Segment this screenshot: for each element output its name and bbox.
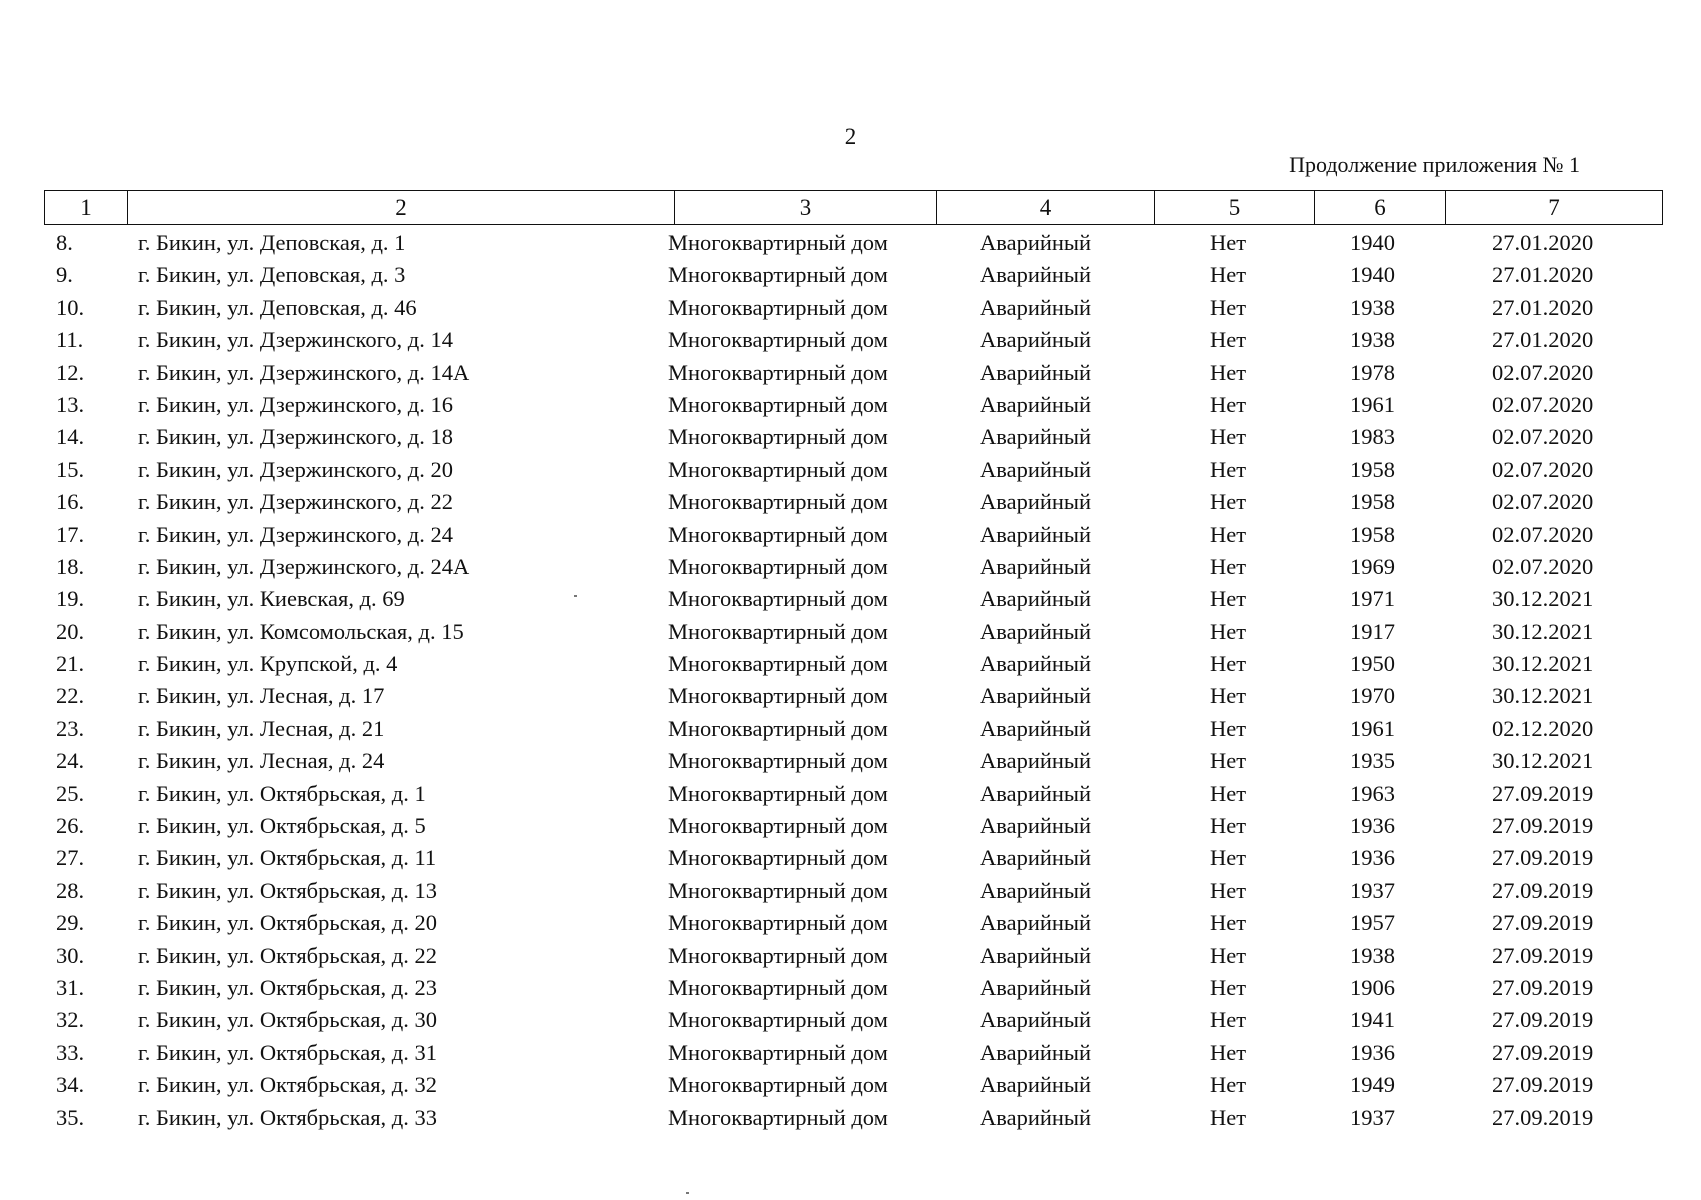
row-year: 1963 [1350, 780, 1395, 806]
row-status: Аварийный [980, 230, 1092, 255]
row-building-type: Многоквартирный дом [668, 294, 888, 320]
row-address: г. Бикин, ул. Октябрьская, д. 22 [138, 942, 437, 968]
row-year: 1937 [1350, 1104, 1395, 1130]
row-status: Аварийный [980, 877, 1092, 903]
row-flag: Нет [1210, 1039, 1247, 1065]
row-flag: Нет [1210, 1007, 1247, 1033]
row-date: 02.07.2020 [1492, 391, 1594, 417]
row-flag: Нет [1210, 294, 1247, 320]
row-address: г. Бикин, ул. Дзержинского, д. 18 [138, 424, 453, 450]
row-number: 11. [56, 327, 84, 353]
row-date: 02.07.2020 [1492, 456, 1594, 482]
row-address: г. Бикин, ул. Дзержинского, д. 24А [138, 553, 470, 579]
row-number: 16. [56, 489, 85, 515]
row-date: 27.09.2019 [1492, 910, 1594, 936]
row-number: 26. [56, 813, 85, 839]
row-flag: Нет [1210, 845, 1247, 871]
row-flag: Нет [1210, 327, 1247, 353]
header-cell-1: 1 [45, 191, 128, 225]
row-year: 1950 [1350, 651, 1395, 677]
row-building-type: Многоквартирный дом [668, 780, 888, 806]
row-building-type: Многоквартирный дом [668, 586, 888, 612]
row-building-type: Многоквартирный дом [668, 748, 888, 774]
row-number: 19. [56, 586, 85, 612]
row-address: г. Бикин, ул. Октябрьская, д. 23 [138, 974, 437, 1000]
row-address: г. Бикин, ул. Дзержинского, д. 14А [138, 359, 470, 385]
row-date: 02.07.2020 [1492, 424, 1594, 450]
row-number: 35. [56, 1104, 85, 1130]
row-date: 27.09.2019 [1492, 942, 1594, 968]
row-number: 20. [56, 618, 85, 644]
row-address: г. Бикин, ул. Крупской, д. 4 [138, 651, 398, 677]
row-year: 1936 [1350, 1039, 1395, 1065]
row-flag: Нет [1210, 553, 1247, 579]
table-row [0, 358, 1701, 390]
table-row [0, 746, 1701, 778]
table-row [0, 455, 1701, 487]
table-row [0, 1005, 1701, 1037]
table-row [0, 941, 1701, 973]
header-cell-5: 5 [1155, 191, 1315, 225]
table-row [0, 843, 1701, 875]
row-year: 1971 [1350, 586, 1395, 612]
row-address: г. Бикин, ул. Дзержинского, д. 24 [138, 521, 453, 547]
row-building-type: Многоквартирный дом [668, 327, 888, 353]
row-year: 1938 [1350, 294, 1395, 320]
row-year: 1961 [1350, 391, 1395, 417]
row-date: 30.12.2021 [1492, 651, 1594, 677]
row-address: г. Бикин, ул. Октябрьская, д. 11 [138, 845, 437, 871]
row-date: 30.12.2021 [1492, 683, 1594, 709]
row-building-type: Многоквартирный дом [668, 910, 888, 936]
row-date: 02.07.2020 [1492, 489, 1594, 515]
row-year: 1938 [1350, 942, 1395, 968]
row-address: г. Бикин, ул. Деповская, д. 1 [138, 230, 406, 255]
row-flag: Нет [1210, 489, 1247, 515]
row-status: Аварийный [980, 262, 1092, 288]
row-year: 1957 [1350, 910, 1395, 936]
row-address: г. Бикин, ул. Октябрьская, д. 32 [138, 1072, 437, 1098]
row-address: г. Бикин, ул. Октябрьская, д. 33 [138, 1104, 437, 1130]
row-building-type: Многоквартирный дом [668, 1104, 888, 1130]
row-building-type: Многоквартирный дом [668, 845, 888, 871]
row-date: 02.12.2020 [1492, 715, 1594, 741]
row-status: Аварийный [980, 974, 1092, 1000]
row-year: 1969 [1350, 553, 1395, 579]
row-year: 1938 [1350, 327, 1395, 353]
table-row [0, 520, 1701, 552]
row-date: 27.09.2019 [1492, 877, 1594, 903]
table-row [0, 293, 1701, 325]
row-address: г. Бикин, ул. Октябрьская, д. 30 [138, 1007, 437, 1033]
row-building-type: Многоквартирный дом [668, 974, 888, 1000]
row-building-type: Многоквартирный дом [668, 456, 888, 482]
row-status: Аварийный [980, 294, 1092, 320]
row-building-type: Многоквартирный дом [668, 1007, 888, 1033]
row-address: г. Бикин, ул. Октябрьская, д. 31 [138, 1039, 437, 1065]
table-row [0, 617, 1701, 649]
row-address: г. Бикин, ул. Дзержинского, д. 20 [138, 456, 453, 482]
header-cell-4: 4 [937, 191, 1155, 225]
row-building-type: Многоквартирный дом [668, 230, 888, 255]
row-building-type: Многоквартирный дом [668, 1039, 888, 1065]
row-flag: Нет [1210, 359, 1247, 385]
table-row [0, 552, 1701, 584]
scan-speck [574, 595, 577, 597]
table-row [0, 681, 1701, 713]
row-flag: Нет [1210, 715, 1247, 741]
table-row [0, 876, 1701, 908]
row-status: Аварийный [980, 651, 1092, 677]
row-flag: Нет [1210, 877, 1247, 903]
row-number: 28. [56, 877, 85, 903]
row-address: г. Бикин, ул. Октябрьская, д. 20 [138, 910, 437, 936]
row-flag: Нет [1210, 262, 1247, 288]
row-status: Аварийный [980, 942, 1092, 968]
row-year: 1940 [1350, 262, 1395, 288]
row-status: Аварийный [980, 553, 1092, 579]
row-status: Аварийный [980, 327, 1092, 353]
row-year: 1937 [1350, 877, 1395, 903]
row-address: г. Бикин, ул. Деповская, д. 3 [138, 262, 406, 288]
row-year: 1940 [1350, 230, 1395, 255]
table-row [0, 422, 1701, 454]
table-row [0, 811, 1701, 843]
row-date: 27.09.2019 [1492, 1104, 1594, 1130]
row-address: г. Бикин, ул. Дзержинского, д. 16 [138, 391, 453, 417]
row-number: 33. [56, 1039, 85, 1065]
row-number: 25. [56, 780, 85, 806]
row-status: Аварийный [980, 683, 1092, 709]
row-status: Аварийный [980, 1039, 1092, 1065]
row-year: 1961 [1350, 715, 1395, 741]
row-status: Аварийный [980, 715, 1092, 741]
row-number: 12. [56, 359, 85, 385]
row-status: Аварийный [980, 1072, 1092, 1098]
row-year: 1983 [1350, 424, 1395, 450]
row-year: 1958 [1350, 521, 1395, 547]
row-status: Аварийный [980, 391, 1092, 417]
row-address: г. Бикин, ул. Лесная, д. 17 [138, 683, 385, 709]
row-date: 27.09.2019 [1492, 974, 1594, 1000]
row-building-type: Многоквартирный дом [668, 715, 888, 741]
row-number: 23. [56, 715, 85, 741]
row-building-type: Многоквартирный дом [668, 391, 888, 417]
row-number: 34. [56, 1072, 85, 1098]
row-date: 27.01.2020 [1492, 294, 1594, 320]
row-number: 8. [56, 230, 73, 255]
row-date: 30.12.2021 [1492, 618, 1594, 644]
row-year: 1941 [1350, 1007, 1395, 1033]
row-flag: Нет [1210, 748, 1247, 774]
row-address: г. Бикин, ул. Лесная, д. 21 [138, 715, 385, 741]
row-year: 1958 [1350, 489, 1395, 515]
row-building-type: Многоквартирный дом [668, 521, 888, 547]
header-cell-6: 6 [1315, 191, 1446, 225]
table-row [0, 908, 1701, 940]
table-row [0, 325, 1701, 357]
row-flag: Нет [1210, 974, 1247, 1000]
row-flag: Нет [1210, 230, 1247, 255]
row-building-type: Многоквартирный дом [668, 942, 888, 968]
row-status: Аварийный [980, 489, 1092, 515]
row-year: 1970 [1350, 683, 1395, 709]
table-row [0, 584, 1701, 616]
row-building-type: Многоквартирный дом [668, 683, 888, 709]
row-status: Аварийный [980, 845, 1092, 871]
row-building-type: Многоквартирный дом [668, 424, 888, 450]
header-cell-2: 2 [128, 191, 675, 225]
row-number: 30. [56, 942, 85, 968]
table-row [0, 1038, 1701, 1070]
row-status: Аварийный [980, 424, 1092, 450]
table-row [0, 649, 1701, 681]
row-building-type: Многоквартирный дом [668, 1072, 888, 1098]
table-row [0, 260, 1701, 292]
page-number: 2 [844, 124, 857, 149]
row-status: Аварийный [980, 359, 1092, 385]
row-flag: Нет [1210, 651, 1247, 677]
table-row [0, 779, 1701, 811]
row-building-type: Многоквартирный дом [668, 262, 888, 288]
row-flag: Нет [1210, 942, 1247, 968]
row-building-type: Многоквартирный дом [668, 489, 888, 515]
row-number: 31. [56, 974, 85, 1000]
row-date: 27.01.2020 [1492, 327, 1594, 353]
row-status: Аварийный [980, 586, 1092, 612]
row-address: г. Бикин, ул. Киевская, д. 69 [138, 586, 405, 612]
row-number: 21. [56, 651, 85, 677]
row-address: г. Бикин, ул. Комсомольская, д. 15 [138, 618, 464, 644]
row-status: Аварийный [980, 748, 1092, 774]
row-flag: Нет [1210, 586, 1247, 612]
row-date: 27.09.2019 [1492, 813, 1594, 839]
row-number: 10. [56, 294, 85, 320]
table-row [0, 487, 1701, 519]
row-status: Аварийный [980, 456, 1092, 482]
row-address: г. Бикин, ул. Октябрьская, д. 1 [138, 780, 426, 806]
header-cell-3: 3 [675, 191, 937, 225]
row-flag: Нет [1210, 1104, 1247, 1130]
row-building-type: Многоквартирный дом [668, 553, 888, 579]
row-year: 1917 [1350, 618, 1395, 644]
row-number: 24. [56, 748, 85, 774]
building-list [0, 228, 1701, 1135]
row-address: г. Бикин, ул. Лесная, д. 24 [138, 748, 385, 774]
row-flag: Нет [1210, 456, 1247, 482]
row-number: 13. [56, 391, 85, 417]
row-flag: Нет [1210, 1072, 1247, 1098]
row-flag: Нет [1210, 910, 1247, 936]
row-number: 27. [56, 845, 85, 871]
row-date: 30.12.2021 [1492, 748, 1594, 774]
row-year: 1978 [1350, 359, 1395, 385]
row-year: 1958 [1350, 456, 1395, 482]
row-flag: Нет [1210, 424, 1247, 450]
row-address: г. Бикин, ул. Октябрьская, д. 5 [138, 813, 426, 839]
row-date: 27.01.2020 [1492, 262, 1594, 288]
row-date: 27.09.2019 [1492, 845, 1594, 871]
row-number: 22. [56, 683, 85, 709]
row-year: 1935 [1350, 748, 1395, 774]
row-status: Аварийный [980, 1104, 1092, 1130]
row-date: 27.09.2019 [1492, 780, 1594, 806]
header-cell-7: 7 [1446, 191, 1663, 225]
row-number: 15. [56, 456, 85, 482]
row-year: 1949 [1350, 1072, 1395, 1098]
table-row [0, 390, 1701, 422]
row-number: 18. [56, 553, 85, 579]
row-year: 1906 [1350, 974, 1395, 1000]
row-status: Аварийный [980, 521, 1092, 547]
row-flag: Нет [1210, 780, 1247, 806]
row-flag: Нет [1210, 521, 1247, 547]
row-flag: Нет [1210, 813, 1247, 839]
row-date: 02.07.2020 [1492, 359, 1594, 385]
row-date: 30.12.2021 [1492, 586, 1594, 612]
table-row [0, 1103, 1701, 1135]
row-date: 27.09.2019 [1492, 1072, 1594, 1098]
row-status: Аварийный [980, 618, 1092, 644]
row-date: 27.01.2020 [1492, 230, 1594, 255]
header-row [45, 191, 1663, 225]
row-status: Аварийный [980, 780, 1092, 806]
row-building-type: Многоквартирный дом [668, 877, 888, 903]
row-building-type: Многоквартирный дом [668, 359, 888, 385]
continuation-label: Продолжение приложения № 1 [1289, 152, 1580, 177]
row-address: г. Бикин, ул. Октябрьская, д. 13 [138, 877, 437, 903]
row-building-type: Многоквартирный дом [668, 813, 888, 839]
row-year: 1936 [1350, 845, 1395, 871]
row-flag: Нет [1210, 618, 1247, 644]
table-row [0, 714, 1701, 746]
row-date: 27.09.2019 [1492, 1007, 1594, 1033]
row-number: 32. [56, 1007, 85, 1033]
row-number: 9. [56, 262, 73, 288]
row-flag: Нет [1210, 683, 1247, 709]
row-date: 27.09.2019 [1492, 1039, 1594, 1065]
row-date: 02.07.2020 [1492, 521, 1594, 547]
scan-speck [686, 1192, 689, 1194]
row-year: 1936 [1350, 813, 1395, 839]
row-number: 29. [56, 910, 85, 936]
row-number: 14. [56, 424, 85, 450]
row-building-type: Многоквартирный дом [668, 651, 888, 677]
row-status: Аварийный [980, 910, 1092, 936]
row-status: Аварийный [980, 1007, 1092, 1033]
row-flag: Нет [1210, 391, 1247, 417]
row-building-type: Многоквартирный дом [668, 618, 888, 644]
row-address: г. Бикин, ул. Деповская, д. 46 [138, 294, 417, 320]
row-number: 17. [56, 521, 85, 547]
row-status: Аварийный [980, 813, 1092, 839]
row-address: г. Бикин, ул. Дзержинского, д. 14 [138, 327, 453, 353]
table-row [0, 973, 1701, 1005]
row-date: 02.07.2020 [1492, 553, 1594, 579]
table-row [0, 228, 1701, 260]
table-row [0, 1070, 1701, 1102]
column-number-header [44, 190, 1663, 225]
row-address: г. Бикин, ул. Дзержинского, д. 22 [138, 489, 453, 515]
